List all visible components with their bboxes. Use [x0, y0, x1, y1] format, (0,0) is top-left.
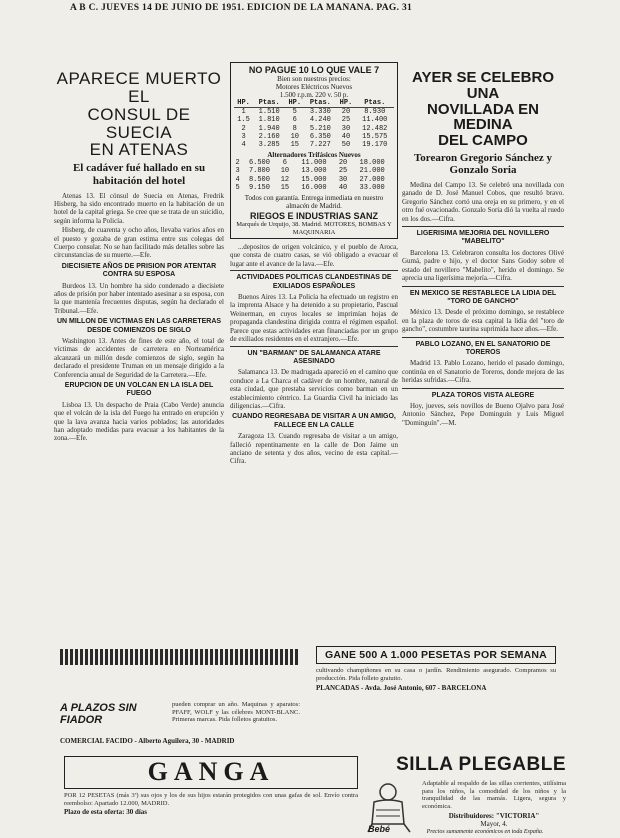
page-header: A B C. JUEVES 14 DE JUNIO DE 1951. EDICION DE LA MAÑANA. PAG. 31 [70, 3, 413, 13]
table-cell: 19.170 [362, 141, 388, 150]
left-column [54, 70, 224, 630]
left-section-body: Lisboa 13. Un despacho de Praia (Cabo Verde) anuncia que el volcán de la isla del Fuego ha entrado en erupción y que la lava avanza hacia varios poblados; las autoridades han adoptado medidas para evacuar a los habitantes de la zona.—Efe. [54, 400, 224, 443]
ad-ganga-note: Plazo de esta oferta: 30 días [64, 808, 148, 816]
motor-table-sub: Bien son nuestros precios: [277, 75, 351, 83]
ad-plazos-body: pueden comprar un año. Maquinas y aparatos: PFAFF, WOLF y las célebres MONT-BLANC. Primeras marcas. Pida folletos gratuitos. [172, 701, 300, 723]
middle-section-title: UN "BARMAN" DE SALAMANCA ATARE ASESINADO [247, 349, 381, 365]
left-subhead: El cadáver fué hallado en su habitación del hotel [72, 162, 206, 187]
divider [402, 388, 564, 389]
ad-gane-address: PLANCADAS - Avda. José Antonio, 607 - BARCELONA [316, 684, 487, 692]
ad-silla-title: SILLA PLEGABLE [396, 754, 566, 775]
column-header: Ptas. [304, 99, 336, 108]
ad-ganga-title: GANGA [64, 756, 358, 789]
divider [230, 270, 398, 271]
table-row [234, 176, 394, 184]
divider [230, 346, 398, 347]
ad-silla-address: Mayor, 4. [480, 820, 508, 828]
motor-table-body [234, 108, 394, 150]
middle-section-title: CUANDO REGRESABA DE VISITAR A UN AMIGO, FALLECE EN LA CALLE [232, 413, 396, 429]
divider [402, 286, 564, 287]
left-body [54, 192, 224, 260]
right-section-title: LIGERISIMA MEJORIA DEL NOVILLERO "MABELITO" [416, 230, 550, 246]
right-headline-line-2: NOVILLADA EN MEDINA [427, 100, 539, 134]
left-headline-line-1: APARECE MUERTO EL [56, 70, 222, 106]
table-cell: 50 [341, 141, 351, 150]
left-section-body: Washington 13. Antes de fines de este año, el total de víctimas de accidentes de carretera en Norteamérica alcanzará un millón desde comienzos de siglo, según ha declarado el presidente Truman en un mensaje dirigido a la Conferencia anual de Seguridad de la Carretera.—Efe. [54, 337, 224, 379]
table-cell: 1.810 [258, 116, 280, 125]
table-cell: 15.000 [301, 175, 327, 184]
table-cell: 30 [338, 175, 348, 184]
ad-ornament-band [60, 649, 300, 665]
left-headline-line-2: CONSUL DE SUECIA [87, 104, 191, 142]
table-cell: 16.000 [301, 183, 327, 192]
table-cell: 2.160 [258, 132, 280, 141]
table-header-row [234, 99, 394, 108]
column-header: Ptas. [253, 99, 285, 108]
right-section-title: EN MEXICO SE RESTABLECE LA LIDIA DEL "TORO DE GANCHO" [409, 289, 557, 305]
table-cell: 25 [341, 116, 351, 125]
table-cell: 30 [341, 124, 351, 133]
alternator-price-table [234, 159, 394, 192]
ad-gane [316, 646, 556, 746]
table-cell: 8 [292, 124, 297, 133]
ad-silla-distributor: Distribuidores: "VICTORIA" [448, 812, 540, 820]
middle-section-title: ACTIVIDADES POLITICAS CLANDESTINAS DE EXILIADOS ESPAÑOLES [236, 274, 392, 290]
table-cell: 2 [241, 124, 246, 133]
table-row [234, 141, 394, 149]
left-section-title: ERUPCION DE UN VOLCAN EN LA ISLA DEL FUEGO [64, 382, 214, 398]
column-header: HP. [285, 99, 304, 108]
company-address: Marqués de Urquijo, 38. Madrid. MOTORES, BOMBAS Y MAQUINARIA [236, 221, 392, 236]
table-cell: 10 [290, 132, 299, 141]
ad-silla-brand: Bebé [368, 824, 391, 834]
table-row [234, 159, 394, 167]
table-cell: 8.930 [364, 108, 386, 117]
motor-table-sub: Motores Eléctricos Nuevos [275, 83, 353, 91]
right-subhead: Torearon Gregorio Sánchez y Gonzalo Soria [413, 151, 552, 177]
column-header: HP. [336, 99, 355, 108]
table-cell: 9.150 [248, 183, 270, 192]
table-cell: 13.000 [301, 167, 327, 176]
table-cell: 6 [292, 116, 297, 125]
right-section-body: Barcelona 13. Celebraron consulta los doctores Olivé Gumá, padre e hijo, y el doctor Sans Godoy sobre el estado del novillero "Mabelito", herido el domingo. Se aprecia una ligerísima mejoría.—Cifra. [402, 248, 564, 283]
ad-silla [364, 754, 566, 836]
table-cell: 3.285 [258, 141, 280, 150]
company-name: RIEGOS E INDUSTRIAS SANZ [249, 211, 378, 222]
middle-section-body: Zaragoza 13. Cuando regresaba de visitar a un amigo, falleció repentinamente en la calle de Don Jaime un anciano de setenta y dos años, vecino de esta capital.—Cifra. [230, 432, 398, 466]
table-cell: 5 [292, 108, 297, 117]
ad-silla-body: Adaptable al respaldo de las sillas corrientes, utilísima para los niños, la comodidad de los niños y la tranquilidad de las mamás. Ligera, segura y económica. [422, 780, 566, 810]
table-cell: 2 [235, 159, 240, 168]
table-cell: 4 [241, 141, 246, 150]
table-cell: 3 [235, 167, 240, 176]
right-body: Medina del Campo 13. Se celebró una novillada con ganado de D. José Manuel Cobos, que resultó bravo. Gregorio Sánchez cortó una oreja en su primero, y en el otro fué ovacionado. Gonzalo Soria dió la vuelta al ruedo en los dos.—Cifra. [402, 181, 564, 223]
left-section-title: DIECISIETE AÑOS DE PRISION POR ATENTAR CONTRA SU ESPOSA [61, 262, 217, 279]
column-header: Ptas. [356, 99, 394, 108]
table-cell: 27.000 [359, 175, 385, 184]
right-section-body: Madrid 13. Pablo Lozano, herido el pasado domingo, continúa en el Sanatorio de Toreros, donde mejora de las heridas sufridas.—Cifra. [402, 359, 564, 385]
table-cell: 40 [341, 132, 351, 141]
table-cell: 5.210 [309, 124, 331, 133]
ad-plazos-company: COMERCIAL FACIDO - Alberto Aguilera, 30 - MADRID [60, 737, 235, 745]
table-cell: 6 [282, 159, 287, 168]
table-cell: 4 [235, 175, 240, 184]
ad-ganga-body: POR 12 PESETAS (más 3ª) sus ojos y los de sus hijos estarán protegidos con unas gafas de sol. Envío contra reembolso: Apartado 12.000, MADRID. [64, 792, 358, 807]
right-headline-line-1: AYER SE CELEBRO UNA [412, 70, 554, 102]
left-section-body: Burdeos 13. Un hombre ha sido condenado a diecisiete años de prisión por haber intentado asesinar a su esposa, con la que mantenía frecuentes disputas, según ha declarado el Tribunal.—Efe. [54, 281, 224, 315]
ad-plazos [60, 645, 300, 747]
table-cell: 40 [338, 183, 348, 192]
left-headline-line-3: EN ATENAS [89, 140, 189, 160]
right-section-title: PLAZA TOROS VISTA ALEGRE [431, 391, 535, 399]
table-cell: 15 [280, 183, 290, 192]
table-cell: 1.510 [258, 108, 280, 117]
table-cell: 25 [338, 167, 348, 176]
table-cell: 15.575 [362, 132, 388, 141]
table-row [234, 108, 394, 117]
table-cell: 1 [241, 108, 246, 117]
right-headline-line-3: DEL CAMPO [438, 132, 528, 149]
ad-gane-title: GANE 500 A 1.000 PESETAS POR SEMANA [316, 646, 556, 664]
right-section-body: México 13. Desde el próximo domingo, se restablece en la plaza de toros de esta capital la lidia del "toro de gancho", costumbre taurina suprimida hace años.—Efe. [402, 308, 564, 334]
motor-table-box [230, 62, 398, 239]
middle-section-body: Buenos Aires 13. La Policía ha efectuado un registro en la imprenta Alsace y ha detenido a su propietario, Pascual Weinerman, en cuyos locales se imprimían hojas de propaganda clandestina dirigida contra el régimen español. Parece que estas actividades eran financiadas por un grupo de exiliados residentes en el extranjero.—Efe. [230, 293, 398, 344]
middle-section-body: ...depositos de origen volcánico, y el pueblo de Aroca, que consta de cuatro casas, se vió obligado a evacuar el lugar ante el avance de la lava.—Efe. [230, 243, 398, 268]
table-row [234, 167, 394, 175]
left-section-title: UN MILLON DE VICTIMAS EN LAS CARRETERAS DESDE COMIENZOS DE SIGLO [56, 318, 222, 334]
table-cell: 8.500 [248, 175, 270, 184]
ad-gane-body: cultivando champiñones en su casa o jardín. Rendimiento asegurado. Compramos su producción. Pida folleto gratuito. [316, 667, 556, 682]
ad-plazos-title: A PLAZOS SIN FIADOR [60, 702, 137, 726]
motor-table-sub: 1.500 r.p.m. 220 v. 50 p. [279, 91, 349, 99]
right-column [402, 70, 564, 630]
table-cell: 3.330 [309, 108, 331, 117]
right-section-title: PABLO LOZANO, EN EL SANATORIO DE TOREROS [415, 340, 551, 356]
alternator-table-body [234, 159, 394, 192]
column-header: HP. [234, 99, 253, 108]
motor-price-table [234, 99, 394, 149]
ad-ganga [64, 756, 358, 834]
table-cell: 7.227 [309, 141, 331, 150]
left-body-paragraph: Atenas 13. El cónsul de Suecia en Atenas, Fredrik Hisberg, ha sido encontrado muerto en la habitación de un hotel de la capital griega. Se cree que se trata de un suicidio, según informa la Policía. [54, 191, 224, 225]
divider [402, 226, 564, 227]
table-cell: 6.500 [248, 159, 270, 168]
table-row [234, 184, 394, 192]
table-note: Todos con garantía. Entrega inmediata en nuestro almacén de Madrid. [244, 194, 384, 211]
table-cell: 33.000 [359, 183, 385, 192]
middle-section-body: Salamanca 13. De madrugada apareció en el camino que conduce a La Charca el cadáver de un hombre, natural de esta ciudad, que prestaba servicios como barman en un establecimiento céntrico. La Guardia Civil ha iniciado las diligencias.—Cifra. [230, 368, 398, 410]
table-cell: 4.240 [309, 116, 331, 125]
table-cell: 20 [341, 108, 351, 117]
table-cell: 12 [280, 175, 290, 184]
table-cell: 20 [338, 159, 348, 168]
alternator-table-title: Alternadores Trifásicos Nuevos [267, 151, 361, 160]
left-body-paragraph: Hisberg, de cuarenta y ocho años, llevaba varios años en el puesto y gozaba de gran estima entre sus colegas del Cuerpo consular. No se han facilitado más detalles sobre las circunstancias de su muerte.—Efe. [54, 226, 224, 260]
right-section-body: Hoy, jueves, seis novillos de Bueno Ojalvo para José Antonio Sánchez, Pepe Dominguín y Luis Miguel "Dominguín".—M. [402, 401, 564, 427]
table-cell: 12.482 [362, 124, 388, 133]
table-row [234, 116, 394, 124]
table-cell: 6.350 [309, 132, 331, 141]
table-cell: 7.800 [248, 167, 270, 176]
divider [402, 337, 564, 338]
table-row [234, 133, 394, 141]
table-cell: 15 [290, 141, 299, 150]
table-cell: 1.5 [237, 116, 250, 125]
table-cell: 5 [235, 183, 240, 192]
motor-table-title: NO PAGUE 10 LO QUE VALE 7 [248, 65, 380, 75]
table-cell: 21.000 [359, 167, 385, 176]
ad-silla-footer: Precios sumamente económicos en toda España. [426, 829, 544, 835]
table-row [234, 125, 394, 133]
middle-column [230, 62, 398, 630]
table-cell: 18.000 [359, 159, 385, 168]
table-cell: 1.940 [258, 124, 280, 133]
table-cell: 11.400 [362, 116, 388, 125]
table-cell: 10 [280, 167, 290, 176]
table-cell: 11.000 [301, 159, 327, 168]
table-cell: 3 [241, 132, 246, 141]
